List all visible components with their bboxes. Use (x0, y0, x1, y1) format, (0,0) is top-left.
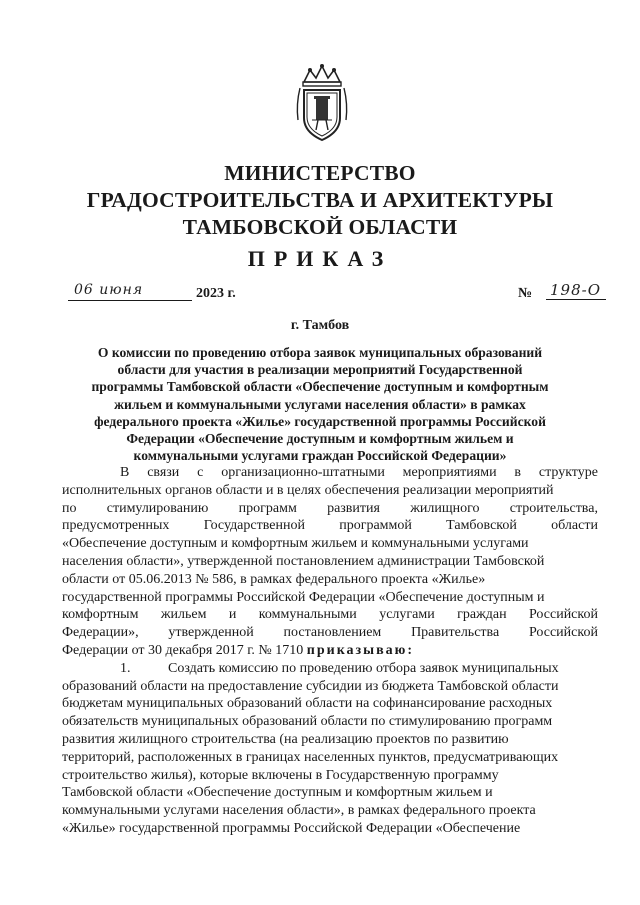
body-line (62, 642, 598, 660)
body-word: «Обеспечение доступным и комфортным жильем и коммунальными услугами (62, 536, 529, 552)
document-type-title: ПРИКАЗ (247, 246, 393, 271)
body-line (62, 713, 598, 731)
ministry-line: ГРАДОСТРОИТЕЛЬСТВА И АРХИТЕКТУРЫ (86, 188, 554, 212)
body-word: бюджетам муниципальных образований области на софинансирование расходных (62, 696, 553, 712)
body-word: программ (238, 500, 297, 516)
order-keyword: приказываю: (306, 642, 415, 658)
preamble-paragraph (62, 464, 598, 642)
body-line (62, 535, 598, 553)
body-word: граждан (457, 607, 507, 623)
body-word: Государственной (203, 518, 305, 534)
subject-line: О комиссии по проведению отбора заявок муниципальных образований (97, 345, 543, 360)
body-word: коммунальными услугами населения области», в рамках федерального проекта (62, 803, 536, 819)
body-word: Федерации», (62, 625, 139, 641)
body-line (62, 606, 598, 624)
body-line (62, 482, 598, 500)
body-word: по (62, 500, 77, 516)
body-word: в (514, 465, 522, 480)
subject-line: Федерации «Обеспечение доступным и комфортным жильем и (126, 431, 514, 447)
body-word: развития (327, 500, 380, 516)
subject-line: федерального проекта «Жилье» государственной программы Российской (94, 413, 546, 429)
body-line (62, 464, 598, 482)
order-dateline (62, 281, 602, 306)
body-word: жилищного (410, 500, 480, 516)
body-line (62, 820, 598, 838)
body-word: Российской (528, 625, 598, 641)
body-line-text: Федерации от 30 декабря 2017 г. № 1710 (62, 642, 307, 658)
order-subject (40, 344, 600, 464)
subject-line: жильем и коммунальными услугами населения области» в рамках (114, 396, 526, 412)
body-word: развития жилищного строительства (на реализацию проектов по развитию (62, 731, 509, 747)
body-line (62, 767, 598, 785)
body-word: 1. (120, 660, 131, 676)
body-word: предусмотренных (62, 518, 170, 534)
body-word: программой (339, 518, 412, 534)
body-word: «Жилье» государственной программы Российской Федерации «Обеспечение (62, 820, 521, 836)
body-word: территорий, расположенных в границах населенных пунктов, предусматривающих (62, 749, 559, 765)
body-word: услугами (379, 607, 435, 623)
body-word: области (551, 518, 598, 534)
coat-of-arms-icon (292, 60, 352, 146)
body-word: стимулированию (106, 500, 209, 516)
order-body (62, 464, 598, 838)
handwritten-order-number: 198-О (546, 281, 606, 300)
body-word: обязательств муниципальных образований области по стимулированию программ (62, 714, 553, 730)
subject-line: программы Тамбовской области «Обеспечение доступным и комфортным (91, 379, 549, 395)
body-word: В (120, 465, 130, 480)
body-word: жильем (160, 607, 207, 623)
body-word: строительство жилья), которые включены в Государственную программу (62, 767, 499, 783)
body-word: с (197, 465, 204, 480)
body-word: строительства, (509, 500, 598, 516)
body-line (62, 749, 598, 767)
body-word: исполнительных органов области и в целях обеспечения реализации мероприятий (62, 482, 554, 498)
item-1-paragraph (62, 660, 598, 838)
body-word: Тамбовской (446, 518, 517, 534)
body-word: Тамбовской области «Обеспечение доступным и комфортным жильем и (62, 785, 493, 801)
body-word: комфортным (62, 607, 139, 623)
body-word: организационно-штатными (221, 465, 385, 480)
body-word: Правительства (411, 625, 500, 641)
number-label: № (518, 286, 533, 301)
body-word: связи (147, 465, 180, 480)
body-word: мероприятиями (402, 465, 497, 480)
subject-line: области для участия в реализации мероприятий Государственной (117, 362, 523, 378)
body-word: постановлением (283, 625, 382, 641)
body-word: коммунальными (258, 607, 357, 623)
body-word: государственной программы Российской Федерации «Обеспечение доступным и (62, 589, 545, 605)
body-line (62, 660, 598, 678)
body-word: Российской (528, 607, 598, 623)
ministry-name (0, 160, 640, 241)
ministry-line: МИНИСТЕРСТВО (224, 161, 416, 185)
city-name: г. Тамбов (290, 318, 350, 333)
body-word: структуре (538, 465, 598, 480)
body-word: образований области на предоставление субсидии из бюджета Тамбовской области (62, 678, 559, 694)
body-line (62, 553, 598, 571)
handwritten-date: 06 июня (68, 282, 192, 301)
body-line (62, 695, 598, 713)
body-word: утвержденной (168, 625, 254, 641)
subject-line: коммунальными услугами граждан Российской Федерации» (133, 448, 507, 464)
body-line (62, 802, 598, 820)
body-line (62, 500, 598, 518)
body-line (62, 784, 598, 802)
body-word: области от 05.06.2013 № 586, в рамках федерального проекта «Жилье» (62, 571, 486, 587)
body-line (62, 731, 598, 749)
body-word: населения области», утвержденной постановлением администрации Тамбовской (62, 553, 545, 569)
body-line (62, 624, 598, 642)
order-year: 2023 г. (196, 286, 236, 301)
body-line (62, 517, 598, 535)
body-line (62, 678, 598, 696)
body-line (62, 589, 598, 607)
body-word: Создать комиссию по проведению отбора заявок муниципальных (168, 660, 559, 676)
ministry-line: ТАМБОВСКОЙ ОБЛАСТИ (182, 215, 458, 239)
body-line (62, 571, 598, 589)
body-word: и (228, 607, 237, 623)
